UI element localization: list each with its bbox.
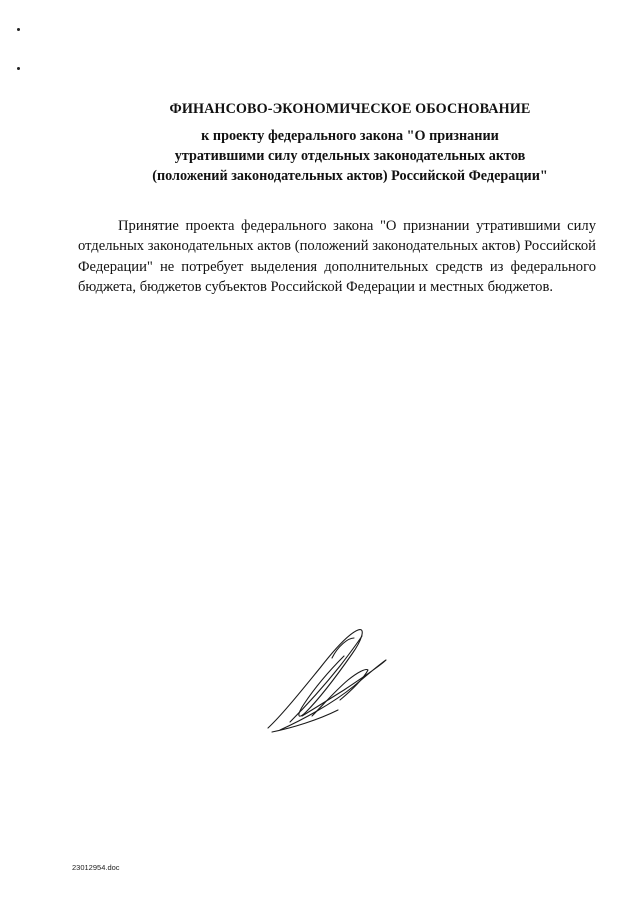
scan-speck bbox=[17, 67, 20, 70]
body-paragraph: Принятие проекта федерального закона "О признании утратившими силу отдельных законодательных актов (положений законодательных актов) Российской Федерации" не потребует выделения дополнительных средств из федерального бюджета, бюджетов субъектов Российской Федерации и местных бюджетов. bbox=[78, 218, 596, 295]
subtitle-line: к проекту федерального закона "О признании bbox=[201, 128, 499, 144]
subtitle-line: утратившими силу отдельных законодательных актов bbox=[174, 148, 526, 164]
document-title: ФИНАНСОВО-ЭКОНОМИЧЕСКОЕ ОБОСНОВАНИЕ bbox=[169, 101, 531, 117]
subtitle-line: (положений законодательных актов) Российской Федерации" bbox=[152, 168, 548, 184]
scan-speck bbox=[17, 28, 20, 31]
footer-filename: 23012954.doc bbox=[72, 863, 120, 872]
signature-icon bbox=[262, 620, 392, 735]
document-subtitle bbox=[60, 126, 640, 186]
